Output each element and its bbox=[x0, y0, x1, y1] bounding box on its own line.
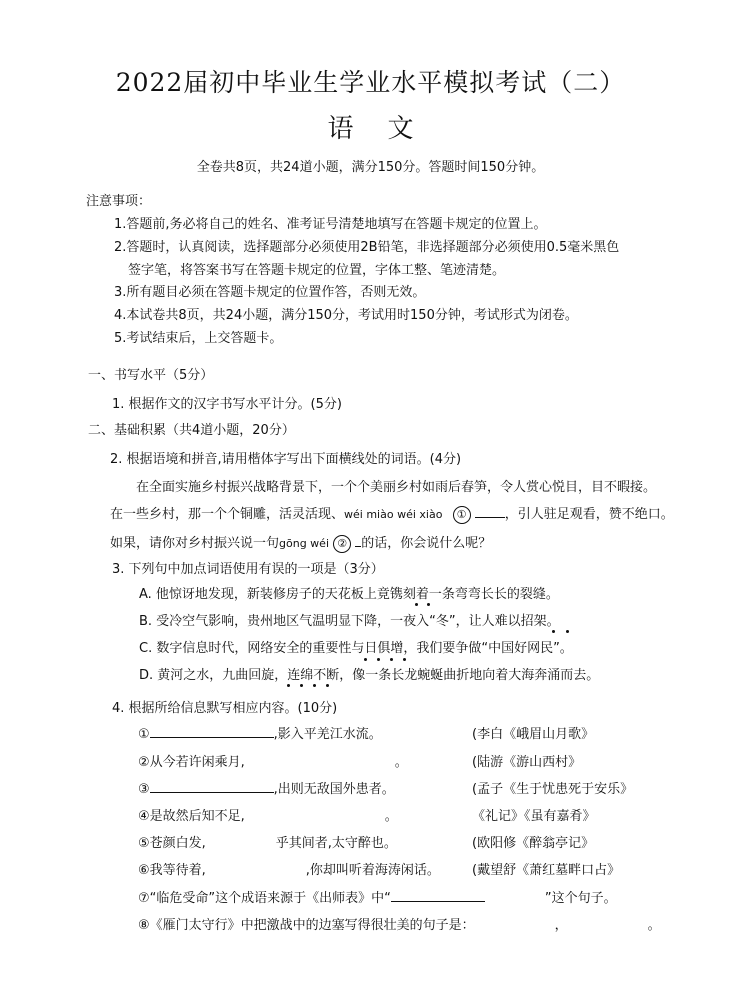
option-c: C. 数字信息时代，网络安全的重要性与日俱增，我们要争做“中国好网民”。 bbox=[139, 641, 573, 656]
question-3-prompt: 3. 下列句中加点词语使用有误的一项是（3分） bbox=[112, 562, 384, 577]
answer-blank[interactable] bbox=[150, 780, 274, 793]
q2-text: ，引人驻足观看，赞不绝口。 bbox=[504, 507, 674, 522]
section-heading: 一、书写水平（5分） bbox=[88, 368, 214, 383]
option-b: B. 受冷空气影响，贵州地区气温明显下降，一夜入“冬”，让人难以招架。 bbox=[139, 614, 560, 629]
exam-info: 全卷共8页，共24道小题，满分150分。答题时间150分钟。 bbox=[196, 160, 545, 175]
row-text: 。 bbox=[647, 918, 661, 933]
pinyin-2: gōng wéi bbox=[279, 537, 329, 550]
row-text: ,影入平羌江水流。 bbox=[273, 727, 382, 742]
notice-item: 签字笔，将答案书写在答题卡规定的位置，字体工整、笔迹清楚。 bbox=[128, 263, 506, 278]
section-heading: 二、基础积累（共4道小题，20分） bbox=[88, 423, 295, 438]
row-source: 《礼记》《虽有嘉肴》 bbox=[472, 809, 596, 824]
answer-blank-1[interactable] bbox=[475, 505, 505, 518]
row-number: ② bbox=[138, 755, 150, 770]
emphasis-dot bbox=[313, 684, 316, 687]
row-text: 从今若许闲乘月, bbox=[149, 755, 245, 770]
emphasis-dot bbox=[552, 630, 555, 633]
recite-row bbox=[138, 805, 398, 824]
emphasis-dot bbox=[326, 684, 329, 687]
emphasis-dot bbox=[287, 684, 290, 687]
pinyin-1: wéi miào wéi xiào bbox=[344, 508, 443, 521]
recite-row bbox=[138, 832, 397, 851]
row-text: 是故然后知不足, bbox=[149, 809, 245, 824]
question-2-text bbox=[110, 503, 674, 524]
subject-title: 语文 bbox=[327, 114, 448, 144]
question-2-text: 在全面实施乡村振兴战略背景下，一个个美丽乡村如雨后春笋，令人赏心悦目，目不暇接。 bbox=[136, 480, 657, 495]
answer-blank[interactable] bbox=[150, 725, 274, 738]
option-d: D. 黄河之水，九曲回旋，连绵不断，像一条长龙蜿蜒曲折地向着大海奔涌而去。 bbox=[139, 668, 600, 683]
row-text: ,你却叫听着海涛闲话。 bbox=[305, 863, 440, 878]
row-source: (孟子《生于忧患死于安乐》 bbox=[472, 782, 634, 797]
row-text: ⑧《雁门太守行》中把激战中的边塞写得很壮美的句子是： bbox=[138, 918, 475, 933]
blank-number-1: ① bbox=[453, 506, 471, 524]
emphasis-dot bbox=[364, 658, 367, 661]
row-text: 乎其间者,太守醉也。 bbox=[275, 836, 397, 851]
row-text: 我等待着, bbox=[149, 863, 206, 878]
row-text: ⑦“临危受命”这个成语来源于《出师表》中“ bbox=[138, 891, 391, 906]
emphasis-dot bbox=[427, 603, 430, 606]
row-number: ④ bbox=[138, 809, 150, 824]
recite-row bbox=[138, 778, 395, 797]
option-a: A. 他惊讶地发现，新装修房子的天花板上竟镌刻着一条弯弯长长的裂缝。 bbox=[139, 587, 559, 602]
row-number: ① bbox=[138, 727, 150, 742]
row-source: (戴望舒《萧红墓畔口占》 bbox=[472, 863, 621, 878]
question-1: 1. 根据作文的汉字书写水平计分。(5分) bbox=[112, 397, 342, 412]
notice-item: 3.所有题目必须在答题卡规定的位置作答，否则无效。 bbox=[114, 285, 426, 300]
recite-row bbox=[138, 723, 382, 742]
emphasis-dot bbox=[415, 603, 418, 606]
recite-row bbox=[138, 887, 617, 906]
recite-row bbox=[138, 914, 661, 933]
row-text: ”这个句子。 bbox=[544, 891, 617, 906]
notice-item: 1.答题前,务必将自己的姓名、准考证号清楚地填写在答题卡规定的位置上。 bbox=[114, 217, 547, 232]
notice-heading: 注意事项： bbox=[86, 194, 152, 209]
recite-row bbox=[138, 859, 440, 878]
notice-item: 2.答题时，认真阅读，选择题部分必须使用2B铅笔，非选择题部分必须使用0.5毫米黑色 bbox=[114, 240, 620, 255]
row-text: 。 bbox=[394, 755, 408, 770]
emphasis-dot bbox=[377, 658, 380, 661]
exam-title: 2022届初中毕业生学业水平模拟考试（二） bbox=[115, 68, 626, 97]
q2-text: 在一些乡村，那一个个铜雕，活灵活现、 bbox=[110, 507, 345, 522]
question-2-prompt: 2. 根据语境和拼音,请用楷体字写出下面横线处的词语。(4分) bbox=[110, 452, 462, 467]
question-4-prompt: 4. 根据所给信息默写相应内容。(10分) bbox=[112, 701, 338, 716]
row-text: ,出则无敌国外患者。 bbox=[273, 782, 395, 797]
q2-text: 如果，请你对乡村振兴说一句 bbox=[110, 536, 280, 551]
q2-text: 的话，你会说什么呢？ bbox=[361, 536, 492, 551]
row-source: (陆游《游山西村》 bbox=[472, 755, 582, 770]
emphasis-dot bbox=[403, 658, 406, 661]
row-source: (李白《峨眉山月歌》 bbox=[472, 727, 595, 742]
recite-row bbox=[138, 751, 408, 770]
notice-item: 5.考试结束后，上交答题卡。 bbox=[114, 331, 283, 346]
question-2-text bbox=[110, 532, 491, 553]
answer-blank[interactable] bbox=[391, 889, 485, 902]
emphasis-dot bbox=[300, 684, 303, 687]
row-number: ⑥ bbox=[138, 863, 150, 878]
emphasis-dot bbox=[566, 630, 569, 633]
emphasis-dot bbox=[390, 658, 393, 661]
blank-number-2: ② bbox=[333, 535, 351, 553]
row-text: ， bbox=[554, 918, 568, 933]
row-text: 苍颜白发, bbox=[149, 836, 206, 851]
notice-item: 4.本试卷共8页，共24小题，满分150分，考试用时150分钟，考试形式为闭卷。 bbox=[114, 308, 578, 323]
row-source: (欧阳修《醉翁亭记》 bbox=[472, 836, 595, 851]
row-text: 。 bbox=[384, 809, 398, 824]
row-number: ③ bbox=[138, 782, 150, 797]
row-number: ⑤ bbox=[138, 836, 150, 851]
